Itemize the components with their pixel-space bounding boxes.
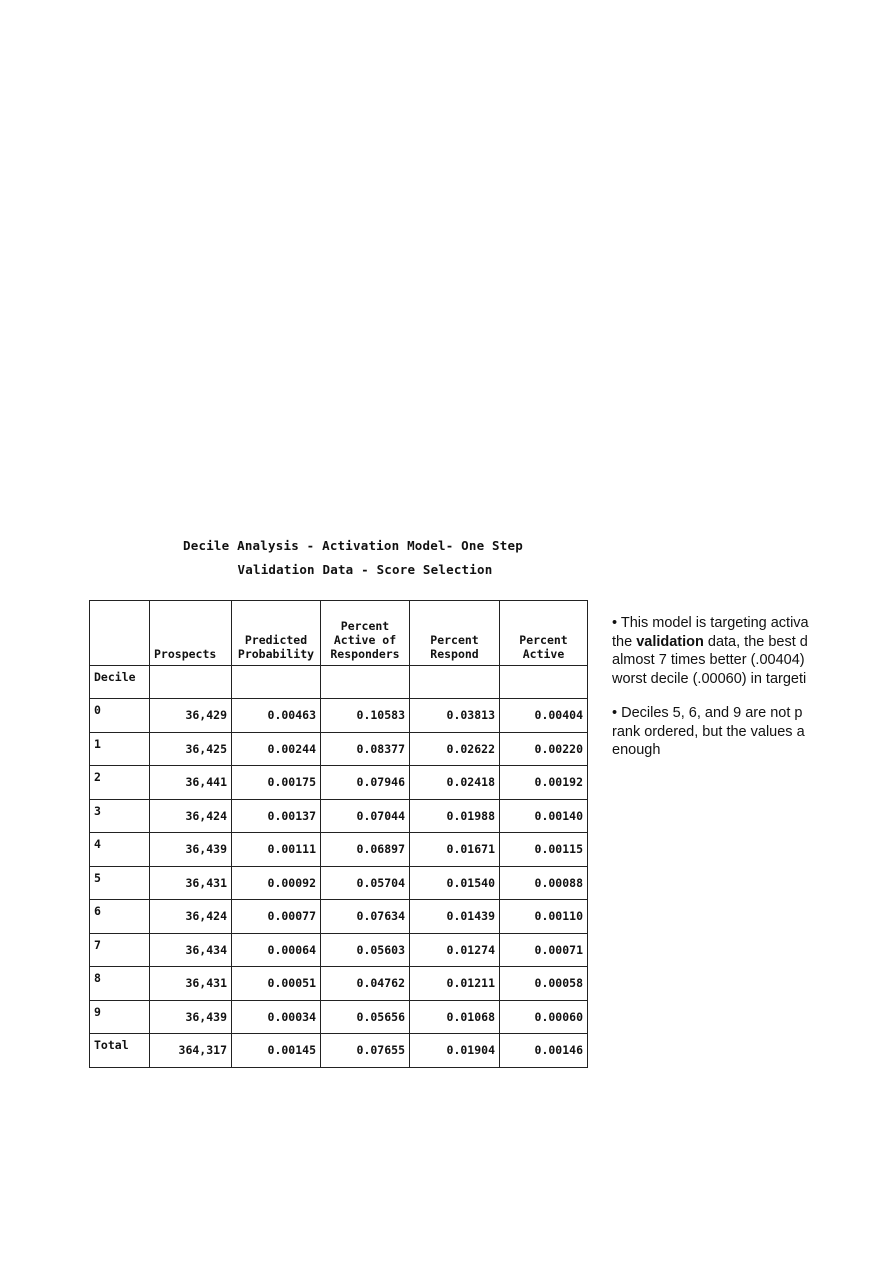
value-cell: 0.01540	[410, 866, 500, 900]
value-cell: 36,431	[150, 866, 232, 900]
value-cell: 0.02622	[410, 732, 500, 766]
header-percent-active: Percent Active	[500, 601, 588, 666]
decile-cell: 7	[90, 933, 150, 967]
value-cell: 0.00071	[500, 933, 588, 967]
decile-cell: 1	[90, 732, 150, 766]
value-cell: 0.01988	[410, 799, 500, 833]
value-cell: 0.00115	[500, 833, 588, 867]
decile-cell: 8	[90, 967, 150, 1001]
decile-label-row	[90, 666, 588, 699]
value-cell: 0.00060	[500, 1000, 588, 1034]
value-cell: 0.00146	[500, 1034, 588, 1068]
value-cell: 0.02418	[410, 766, 500, 800]
value-cell: 0.01211	[410, 967, 500, 1001]
value-cell: 0.01068	[410, 1000, 500, 1034]
value-cell: 0.05704	[321, 866, 410, 900]
value-cell: 0.00145	[232, 1034, 321, 1068]
value-cell: 0.01274	[410, 933, 500, 967]
value-cell: 36,439	[150, 833, 232, 867]
value-cell: 0.05656	[321, 1000, 410, 1034]
table-total-row	[90, 1034, 588, 1068]
decile-cell: 4	[90, 833, 150, 867]
value-cell: 0.01439	[410, 900, 500, 934]
value-cell: 0.07655	[321, 1034, 410, 1068]
value-cell: 0.00192	[500, 766, 588, 800]
table-row	[90, 799, 588, 833]
value-cell: 0.00092	[232, 866, 321, 900]
header-blank	[90, 601, 150, 666]
value-cell: 0.00140	[500, 799, 588, 833]
value-cell: 36,424	[150, 799, 232, 833]
header-percent-active-of-responders: Percent Active of Responders	[321, 601, 410, 666]
value-cell: 36,441	[150, 766, 232, 800]
header-prospects: Prospects	[150, 601, 232, 666]
table-row	[90, 699, 588, 733]
value-cell: 36,424	[150, 900, 232, 934]
table-row	[90, 732, 588, 766]
value-cell: 0.00137	[232, 799, 321, 833]
decile-cell: 2	[90, 766, 150, 800]
value-cell: 0.08377	[321, 732, 410, 766]
value-cell: 0.03813	[410, 699, 500, 733]
decile-cell: 0	[90, 699, 150, 733]
value-cell: 0.00110	[500, 900, 588, 934]
table-row	[90, 766, 588, 800]
value-cell: 0.00404	[500, 699, 588, 733]
value-cell: 36,431	[150, 967, 232, 1001]
value-cell: 0.07946	[321, 766, 410, 800]
table-row	[90, 933, 588, 967]
header-predicted-probability: Predicted Probability	[232, 601, 321, 666]
table-row	[90, 833, 588, 867]
table-row	[90, 866, 588, 900]
decile-cell: 3	[90, 799, 150, 833]
note-bullet-2: • Deciles 5, 6, and 9 are not p rank ordered, but the values a enough	[612, 705, 805, 758]
value-cell: 0.00034	[232, 1000, 321, 1034]
value-cell: 0.00175	[232, 766, 321, 800]
value-cell: 0.07044	[321, 799, 410, 833]
table-row	[90, 900, 588, 934]
value-cell: 0.01671	[410, 833, 500, 867]
decile-cell: 6	[90, 900, 150, 934]
notes-panel	[612, 614, 894, 776]
value-cell: 0.04762	[321, 967, 410, 1001]
decile-cell: Total	[90, 1034, 150, 1068]
decile-cell: 9	[90, 1000, 150, 1034]
decile-label: Decile	[90, 666, 150, 699]
table-title: Decile Analysis - Activation Model- One Step	[183, 538, 523, 553]
value-cell: 36,434	[150, 933, 232, 967]
header-percent-respond: Percent Respond	[410, 601, 500, 666]
value-cell: 0.01904	[410, 1034, 500, 1068]
decile-analysis-table	[89, 600, 588, 1068]
decile-cell: 5	[90, 866, 150, 900]
value-cell: 0.00244	[232, 732, 321, 766]
table-row	[90, 1000, 588, 1034]
table-row	[90, 967, 588, 1001]
value-cell: 0.00077	[232, 900, 321, 934]
table-subtitle: Validation Data - Score Selection	[237, 562, 493, 577]
value-cell: 36,425	[150, 732, 232, 766]
value-cell: 36,439	[150, 1000, 232, 1034]
value-cell: 0.00064	[232, 933, 321, 967]
value-cell: 36,429	[150, 699, 232, 733]
value-cell: 0.10583	[321, 699, 410, 733]
value-cell: 0.06897	[321, 833, 410, 867]
note-bullet-1: • This model is targeting activa the validation data, the best d almost 7 times better (.00404) worst decile (.00060) in targeti	[612, 615, 809, 687]
value-cell: 0.00111	[232, 833, 321, 867]
value-cell: 0.00051	[232, 967, 321, 1001]
value-cell: 0.05603	[321, 933, 410, 967]
value-cell: 0.00463	[232, 699, 321, 733]
value-cell: 364,317	[150, 1034, 232, 1068]
table-header-row	[90, 601, 588, 666]
value-cell: 0.00058	[500, 967, 588, 1001]
value-cell: 0.00220	[500, 732, 588, 766]
value-cell: 0.07634	[321, 900, 410, 934]
value-cell: 0.00088	[500, 866, 588, 900]
